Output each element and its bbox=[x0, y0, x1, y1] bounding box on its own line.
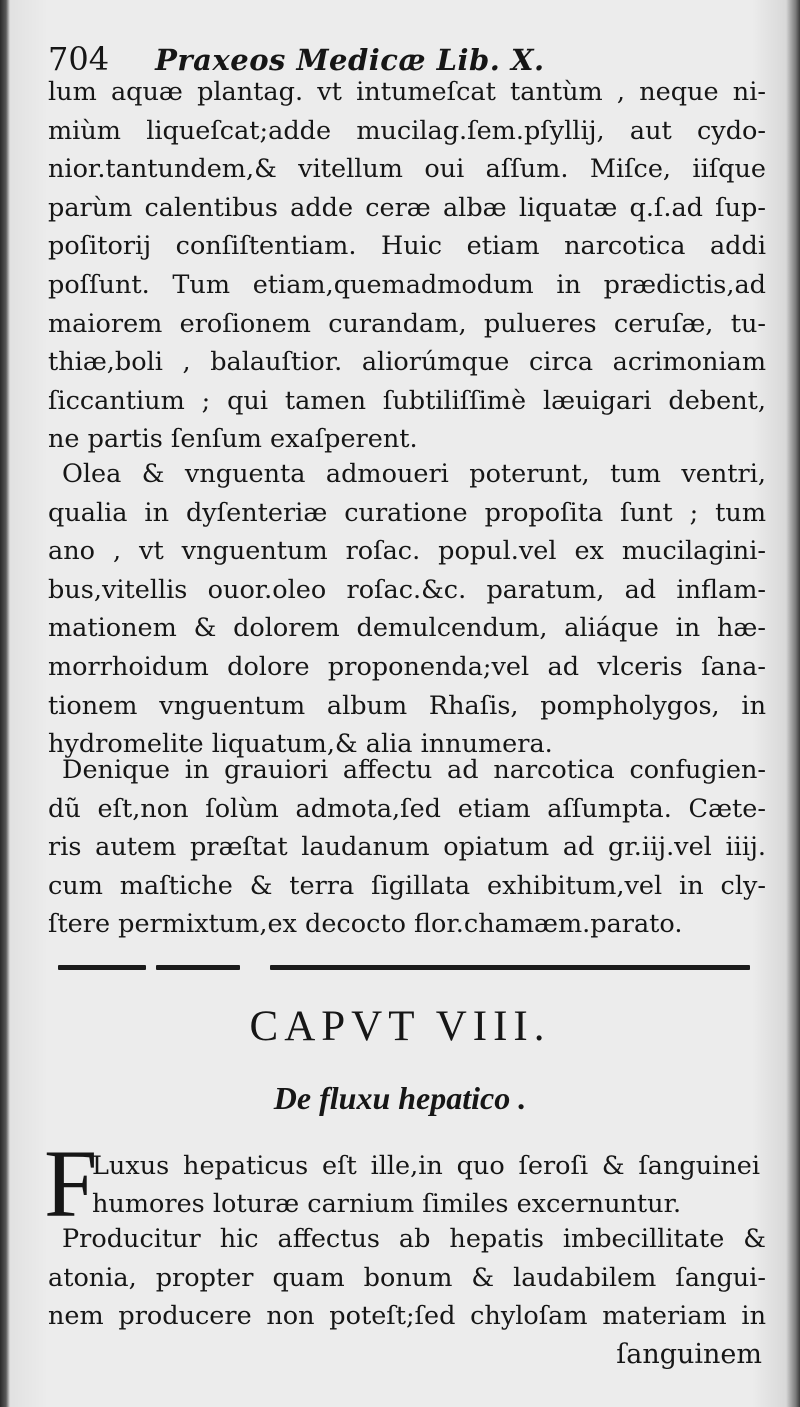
page-gutter-shadow bbox=[0, 0, 10, 1407]
text-line: ne partis ſenſum exaſperent. bbox=[48, 424, 418, 455]
text-line: nior.tantundem,& vitellum oui aſſum. Miſce, iiſque bbox=[48, 154, 766, 185]
text-line: hydromelite liquatum,& alia innumera. bbox=[48, 729, 553, 760]
section-rule bbox=[58, 965, 146, 970]
text-line: dũ eſt,non ſolùm admota,ſed etiam aſſumpta. Cæte- bbox=[48, 793, 766, 824]
text-line: Luxus hepaticus eſt ille,in quo ſeroſi & ſanguinei bbox=[92, 1151, 760, 1181]
text-line: qualia in dyſenteriæ curatione propoſita ſunt ; tum bbox=[48, 497, 766, 528]
chapter-title: CAPVT VIII. bbox=[249, 1003, 551, 1050]
paragraph-suppository bbox=[48, 73, 766, 459]
page-edge-shadow bbox=[786, 0, 800, 1407]
text-line: maiorem eroſionem curandam, pulueres ceruſæ, tu- bbox=[48, 308, 766, 339]
text-line: ano , vt vnguentum roſac. popul.vel ex mucilagini- bbox=[48, 536, 766, 567]
text-line: ſiccantium ; qui tamen ſubtiliſſimè læuigari debent, bbox=[48, 385, 766, 416]
text-line: thiæ,boli , balauſtior. aliorúmque circa acrimoniam bbox=[48, 347, 766, 378]
text-line: poſſunt. Tum etiam,quemadmodum in prædictis,ad bbox=[48, 269, 766, 300]
text-line: poſitorij conſiſtentiam. Huic etiam narcotica addi bbox=[48, 231, 766, 262]
text-line: mationem & dolorem demulcendum, aliáque in hæ- bbox=[48, 613, 766, 644]
text-line: morrhoidum dolore proponenda;vel ad vlceris ſana- bbox=[48, 651, 766, 682]
section-rule bbox=[156, 965, 240, 970]
text-line: ſtere permixtum,ex decocto flor.chamæm.parato. bbox=[48, 909, 683, 940]
text-line: Olea & vnguenta admoueri poterunt, tum ventri, bbox=[62, 459, 766, 489]
text-line: tionem vnguentum album Rhaſis, pompholygos, in bbox=[48, 690, 766, 721]
text-line: Producitur hic affectus ab hepatis imbecillitate & bbox=[62, 1224, 766, 1254]
text-line: atonia, propter quam bonum & laudabilem ſangui- bbox=[48, 1262, 766, 1293]
text-line: bus,vitellis ouor.oleo roſac.&c. paratum, ad inflam- bbox=[48, 574, 766, 605]
page-number: 704 bbox=[48, 40, 110, 78]
running-title: Praxeos Medicæ Lib. X. bbox=[155, 43, 545, 77]
drop-cap-initial: F bbox=[44, 1130, 98, 1237]
text-line: parùm calentibus adde ceræ albæ liquatæ q.ſ.ad ſup- bbox=[48, 192, 766, 223]
paragraph-hepatic-flux bbox=[48, 1220, 766, 1336]
text-line: humores loturæ carnium ſimiles excernuntur. bbox=[92, 1189, 682, 1219]
chapter-subtitle: De fluxu hepatico . bbox=[273, 1080, 527, 1116]
text-line: ris autem præſtat laudanum opiatum ad gr.iij.vel iiij. bbox=[48, 832, 766, 863]
text-line: lum aquæ plantag. vt intumeſcat tantùm , neque ni- bbox=[48, 77, 766, 107]
text-line: Denique in grauiori affectu ad narcotica confugien- bbox=[62, 755, 766, 785]
paragraph-narcotics bbox=[48, 751, 766, 944]
catchword: ſanguinem bbox=[616, 1339, 762, 1370]
text-line: miùm liqueſcat;adde mucilag.ſem.pſyllij, aut cydo- bbox=[48, 115, 766, 146]
paragraph-unguents bbox=[48, 455, 766, 764]
section-rule bbox=[270, 965, 750, 970]
text-line: cum maſtiche & terra ſigillata exhibitum,vel in cly- bbox=[48, 870, 766, 901]
text-line: nem producere non poteſt;ſed chyloſam materiam in bbox=[48, 1301, 766, 1332]
